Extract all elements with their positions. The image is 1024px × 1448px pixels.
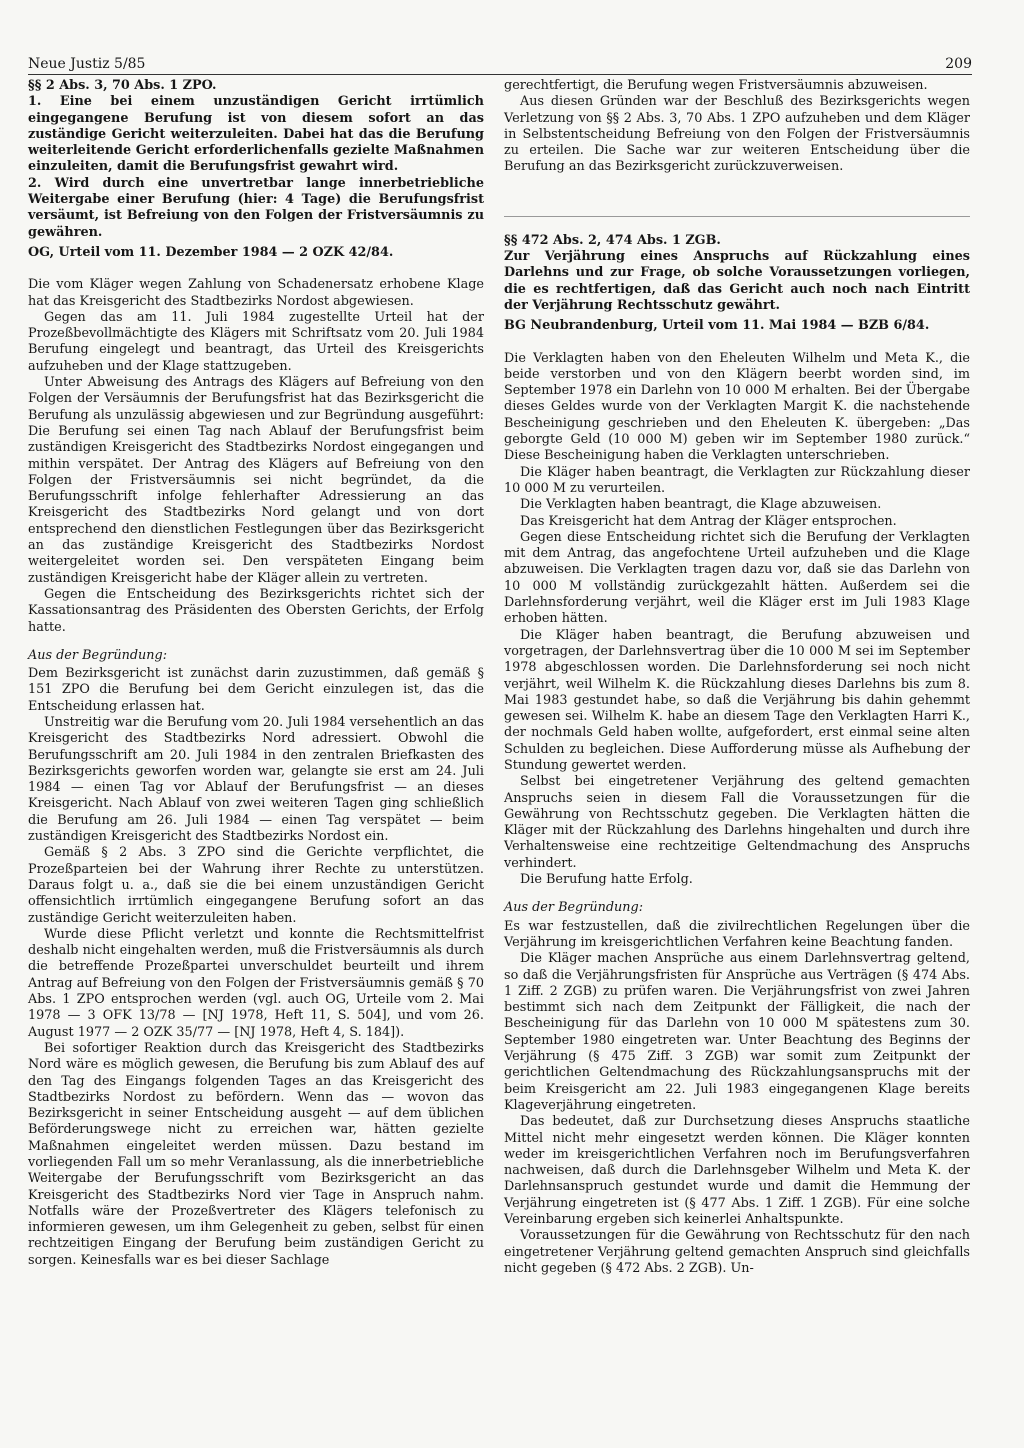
reasoning-paragraph: Wurde diese Pflicht verletzt und konnte die Rechtsmittelfrist deshalb nicht eingehalten werden, muß die Fristversäumnis als durch die betreffende Prozeßpartei unverschuldet beurteilt und ihrem Antrag auf Befreiung von den Folgen der Fristversäumnis gemäß § 70 Abs. 1 ZPO entsprochen werden (vgl. auch OG, Urteile vom 2. Mai 1978 — 3 OFK 13/78 — [NJ 1978, Heft 11, S. 504], und vom 26. August 1977 — 2 OZK 35/77 — [NJ 1978, Heft 4, S. 184]). (28, 926, 484, 1040)
headnote: Zur Verjährung eines Anspruchs auf Rückzahlung eines Darlehns und zur Frage, ob solche Voraussetzungen vorliegen, die es rechtfertigen, daß das Gericht auch noch nach Eintritt der Verjährung Rechtsschutz gewährt. (504, 249, 970, 313)
continuation-paragraph: gerechtfertigt, die Berufung wegen Fristversäumnis abzuweisen. (504, 78, 928, 93)
section-divider (504, 216, 970, 217)
headnote-1: 1. Eine bei einem unzuständigen Gericht irrtümlich eingegangene Berufung ist von diesem sofort an das zuständige Gericht weiterzuleiten. Dabei hat das die Berufung weiterleitende Gericht erforderlichenfalls gezielte Maßnahmen einzuleiten, damit die Berufungsfrist gewahrt wird. (28, 94, 484, 175)
header-rule (28, 74, 972, 75)
case-paragraph: Die Kläger haben beantragt, die Berufung abzuweisen und vorgetragen, der Darlehnsvertrag über die 10 000 M sei im September 1978 abgeschlossen worden. Die Darlehnsforderung sei noch nicht verjährt, weil Wilhelm K. die Rückzahlung dieses Darlehns bis zum 8. Mai 1983 gestundet habe, so daß die Verjährung bis dahin gehemmt gewesen sei. Wilhelm K. habe an diesem Tage den Verklagten Harri K., der nochmals Geld haben wollte, aufgefordert, erst einmal seine alten Schulden zu begleichen. Diese Aufforderung müsse als Aufhebung der Stundung gewertet werden. (504, 627, 970, 773)
reasoning-paragraph: Das bedeutet, daß zur Durchsetzung dieses Anspruchs staatliche Mittel nicht mehr eingesetzt werden können. Die Kläger konnten weder im kreisgerichtlichen Verfahren noch im Berufungsverfahren nachweisen, daß durch die Darlehnsgeber Wilhelm und Meta K. der Darlehnsanspruch gestundet wurde und damit die Hemmung der Verjährung eingetreten ist (§ 477 Abs. 1 Ziff. 1 ZGB). Für eine solche Vereinbarung ergeben sich keinerlei Anhaltspunkte. (504, 1114, 970, 1227)
statute-reference: §§ 472 Abs. 2, 474 Abs. 1 ZGB. (504, 232, 721, 248)
reasoning-paragraph: Unstreitig war die Berufung vom 20. Juli 1984 versehentlich an das Kreisgericht des Stadtbezirks Nord adressiert. Obwohl die Berufungsschrift am 20. Juli 1984 in den zentralen Briefkasten des Bezirksgerichts geworfen worden war, gelangte sie erst am 24. Juli 1984 — einen Tag vor Ablauf der Berufungsfrist — an dieses Kreisgericht. Nach Ablauf von zwei weiteren Tagen ging schließlich die Berufung am 26. Juli 1984 — einen Tag verspätet — beim zuständigen Kreisgericht des Stadtbezirks Nordost ein. (28, 714, 484, 845)
case-paragraph: Unter Abweisung des Antrags des Klägers auf Befreiung von den Folgen der Versäumnis der Berufungsfrist hat das Bezirksgericht die Berufung als unzulässig abgewiesen und zur Begründung ausgeführt: Die Berufung sei einen Tag nach Ablauf der Berufungsfrist beim zuständigen Kreisgericht des Stadtbezirks Nordost eingegangen und mithin verspätet. Der Antrag des Klägers auf Befreiung von den Folgen der Fristversäumnis sei nicht begründet, da die Berufungsschrift infolge fehlerhafter Adressierung an das Kreisgericht des Stadtbezirks Nord gelangt und von dort entsprechend den dienstlichen Festlegungen über das Bezirksgericht an das zuständige Kreisgericht des Stadtbezirks Nordost weitergeleitet worden sei. Den verspäteten Eingang beim zuständigen Kreisgericht habe der Kläger allein zu vertreten. (28, 375, 484, 586)
case-citation: OG, Urteil vom 11. Dezember 1984 — 2 OZK 42/84. (28, 244, 394, 260)
left-column (28, 78, 484, 1269)
reasoning-paragraph: Gemäß § 2 Abs. 3 ZPO sind die Gerichte verpflichtet, die Prozeßparteien bei der Wahrung ihrer Rechte zu unterstützen. Daraus folgt u. a., daß sie die bei einem unzuständigen Gericht offensichtlich irrtümlich eingegangene Berufung sofort an das zuständige Gericht weiterzuleiten haben. (28, 845, 484, 926)
right-column (504, 78, 970, 1277)
continuation-paragraph: Aus diesen Gründen war der Beschluß des Bezirksgerichts wegen Verletzung von §§ 2 Abs. 3, 70 Abs. 1 ZPO aufzuheben und dem Kläger in Selbstentscheidung Befreiung von den Folgen der Fristversäumnis zu erteilen. Die Sache war zur weiteren Entscheidung über die Berufung an das Bezirksgericht zurückzuverweisen. (504, 94, 970, 175)
reasoning-paragraph: Es war festzustellen, daß die zivilrechtlichen Regelungen über die Verjährung im kreisgerichtlichen Verfahren keine Beachtung fanden. (504, 918, 970, 950)
case-paragraph: Die Kläger haben beantragt, die Verklagten zur Rückzahlung dieser 10 000 M zu verurteilen. (504, 464, 970, 496)
case-citation: BG Neubrandenburg, Urteil vom 11. Mai 1984 — BZB 6/84. (504, 318, 930, 334)
case-paragraph: Gegen diese Entscheidung richtet sich die Berufung der Verklagten mit dem Antrag, das angefochtene Urteil aufzuheben und die Klage abzuweisen. Die Verklagten tragen dazu vor, daß sie das Darlehn von 10 000 M vollständig zurückgezahlt hätten. Außerdem sei die Darlehnsforderung verjährt, weil die Kläger erst im Juli 1983 Klage erhoben hätten. (504, 529, 970, 627)
reasoning-paragraph: Voraussetzungen für die Gewährung von Rechtsschutz für den nach eingetretener Verjährung geltend gemachten Anspruch sind gleichfalls nicht gegeben (§ 472 Abs. 2 ZGB). Un- (504, 1228, 970, 1276)
journal-title: Neue Justiz 5/85 (28, 56, 146, 72)
case-paragraph: Die Verklagten haben beantragt, die Klage abzuweisen. (520, 497, 882, 513)
case-paragraph: Das Kreisgericht hat dem Antrag der Kläger entsprochen. (520, 513, 897, 529)
case-paragraph: Die Berufung hatte Erfolg. (520, 872, 693, 888)
reasoning-paragraph: Bei sofortiger Reaktion durch das Kreisgericht des Stadtbezirks Nord wäre es möglich gewesen, die Berufung bis zum Ablauf des auf den Tag des Eingangs folgenden Tages an das Kreisgericht des Stadtbezirks Nordost zu befördern. Wenn das — wovon das Bezirksgericht in seiner Entscheidung ausgeht — auf dem üblichen Beförderungswege nicht zu erreichen war, hätten gezielte Maßnahmen eingeleitet werden müssen. Dazu bestand im vorliegenden Fall um so mehr Veranlassung, als die innerbetriebliche Weitergabe der Berufungsschrift vom Bezirksgericht an das Kreisgericht des Stadtbezirks Nord vier Tage in Anspruch nahm. Notfalls wäre der Prozeßvertreter des Klägers telefonisch zu informieren gewesen, um ihm Gelegenheit zu geben, selbst für einen rechtzeitigen Eingang der Berufung beim zuständigen Gericht zu sorgen. Keinesfalls war es bei dieser Sachlage (28, 1040, 484, 1268)
reasoning-heading: Aus der Begründung: (504, 900, 644, 916)
case-paragraph: Die Verklagten haben von den Eheleuten Wilhelm und Meta K., die beide verstorben und von den Klägern beerbt worden sind, im September 1978 ein Darlehn von 10 000 M erhalten. Bei der Übergabe dieses Geldes wurde von der Verklagten Margit K. die nachstehende Bescheinigung geschrieben und den Eheleuten K. übergeben: „Das geborgte Geld (10 000 M) geben wir im September 1980 zurück.“ Diese Bescheinigung haben die Verklagten unterschrieben. (504, 350, 970, 464)
case-paragraph: Selbst bei eingetretener Verjährung des geltend gemachten Anspruchs seien in diesem Fall die Voraussetzungen für die Gewährung von Rechtsschutz gegeben. Die Verklagten hätten die Kläger mit der Rückzahlung des Darlehns hingehalten und durch ihre Verhaltensweise eine rechtzeitige Geltendmachung des Anspruchs verhindert. (504, 774, 970, 871)
reasoning-paragraph: Dem Bezirksgericht ist zunächst darin zuzustimmen, daß gemäß § 151 ZPO die Berufung bei dem Gericht einzulegen ist, das die Entscheidung erlassen hat. (28, 666, 484, 714)
page-number: 209 (945, 56, 972, 72)
reasoning-heading: Aus der Begründung: (28, 647, 168, 663)
reasoning-paragraph: Die Kläger machen Ansprüche aus einem Darlehnsvertrag geltend, so daß die Verjährungsfristen für Ansprüche aus Verträgen (§ 474 Abs. 1 Ziff. 2 ZGB) zu prüfen waren. Die Verjährungsfrist von zwei Jahren bestimmt sich nach dem Zeitpunkt der Fälligkeit, die nach der Bescheinigung für das Darlehn von 10 000 M spätestens zum 30. September 1980 eingetreten war. Unter Beachtung des Beginns der Verjährung (§ 475 Ziff. 3 ZGB) war somit zum Zeitpunkt der gerichtlichen Geltendmachung des Rückzahlungsanspruchs mit der beim Kreisgericht am 22. Juli 1983 eingegangenen Klage bereits Klageverjährung eingetreten. (504, 951, 970, 1113)
case-paragraph: Die vom Kläger wegen Zahlung von Schadenersatz erhobene Klage hat das Kreisgericht des Stadtbezirks Nordost abgewiesen. (28, 277, 484, 309)
headnote-2: 2. Wird durch eine unvertretbar lange innerbetriebliche Weitergabe einer Berufung (hier: 4 Tage) die Berufungsfrist versäumt, ist Befreiung von den Folgen der Fristversäumnis zu gewähren. (28, 175, 484, 240)
statute-reference: §§ 2 Abs. 3, 70 Abs. 1 ZPO. (28, 78, 217, 93)
page-header (28, 46, 972, 72)
case-paragraph: Gegen das am 11. Juli 1984 zugestellte Urteil hat der Prozeßbevollmächtigte des Klägers mit Schriftsatz vom 20. Juli 1984 Berufung eingelegt und beantragt, das Urteil des Kreisgerichts aufzuheben und der Klage stattzugeben. (28, 309, 484, 374)
case-paragraph: Gegen die Entscheidung des Bezirksgerichts richtet sich der Kassationsantrag des Präsidenten des Obersten Gerichts, der Erfolg hatte. (28, 586, 484, 635)
